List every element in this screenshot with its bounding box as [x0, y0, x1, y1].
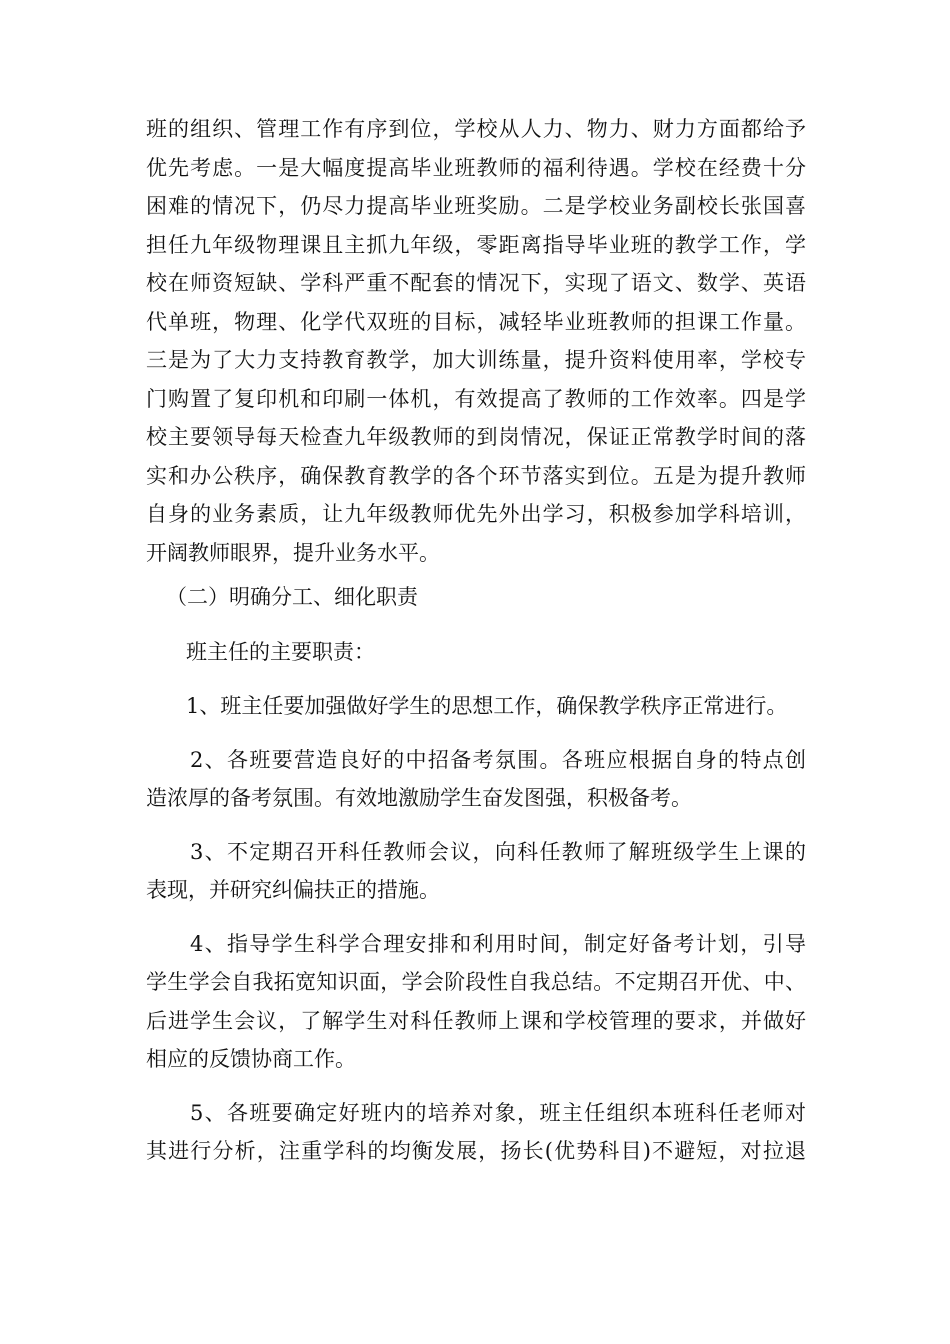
- duty-item-3: [146, 833, 806, 910]
- duty-item-1: [146, 687, 806, 726]
- text-line: 造浓厚的备考氛围。有效地激励学生奋发图强，积极备考。: [146, 786, 692, 810]
- text-line: 1、班主任要加强做好学生的思想工作，确保教学秩序正常进行。: [186, 694, 788, 718]
- text-line: 班的组织、管理工作有序到位，学校从人力、物力、财力方面都给予: [146, 117, 806, 141]
- text-line: 优先考虑。一是大幅度提高毕业班教师的福利待遇。学校在经费十分: [146, 155, 806, 180]
- document-body: [146, 110, 806, 1171]
- text-line: 开阔教师眼界，提升业务水平。: [146, 540, 440, 565]
- text-line: 后进学生会议，了解学生对科任教师上课和学校管理的要求，并做好: [146, 1008, 806, 1033]
- text-line: 其进行分析，注重学科的均衡发展，扬长(优势科目)不避短，对拉退: [146, 1139, 806, 1163]
- text-line: 学生学会自我拓宽知识面，学会阶段性自我总结。不定期召开优、中、: [146, 970, 806, 994]
- text-line: 困难的情况下，仍尽力提高毕业班奖励。二是学校业务副校长张国喜: [146, 194, 806, 218]
- duty-item-5: [146, 1094, 806, 1171]
- text-line: 表现，并研究纠偏扶正的措施。: [146, 878, 440, 902]
- section-heading-text: （二）明确分工、细化职责: [166, 585, 418, 609]
- text-line: 4、指导学生科学合理安排和利用时间，制定好备考计划，引导: [190, 931, 806, 956]
- text-line: 代单班，物理、化学代双班的目标，减轻毕业班教师的担课工作量。: [146, 309, 806, 334]
- text-line: 校主要领导每天检查九年级教师的到岗情况，保证正常教学时间的落: [146, 425, 806, 449]
- section-heading: [146, 578, 806, 617]
- text-line: 3、不定期召开科任教师会议，向科任教师了解班级学生上课的: [190, 839, 806, 864]
- text-line: 自身的业务素质，让九年级教师优先外出学习，积极参加学科培训，: [146, 502, 806, 526]
- role-heading: [146, 633, 806, 672]
- text-line: 门购置了复印机和印刷一体机，有效提高了教师的工作效率。四是学: [146, 386, 806, 411]
- text-line: 2、各班要营造良好的中招备考氛围。各班应根据自身的特点创: [190, 747, 806, 772]
- text-line: 校在师资短缺、学科严重不配套的情况下，实现了语文、数学、英语: [146, 271, 806, 295]
- text-line: 三是为了大力支持教育教学，加大训练量，提升资料使用率，学校专: [146, 348, 806, 372]
- text-line: 实和办公秩序，确保教育教学的各个环节落实到位。五是为提升教师: [146, 463, 806, 488]
- text-line: 5、各班要确定好班内的培养对象，班主任组织本班科任老师对: [190, 1100, 806, 1125]
- duty-item-2: [146, 741, 806, 818]
- role-heading-text: 班主任的主要职责：: [186, 639, 375, 664]
- intro-paragraph: [146, 110, 806, 572]
- text-line: 担任九年级物理课且主抓九年级，零距离指导毕业班的教学工作，学: [146, 232, 806, 257]
- duty-item-4: [146, 925, 806, 1079]
- text-line: 相应的反馈协商工作。: [146, 1047, 356, 1071]
